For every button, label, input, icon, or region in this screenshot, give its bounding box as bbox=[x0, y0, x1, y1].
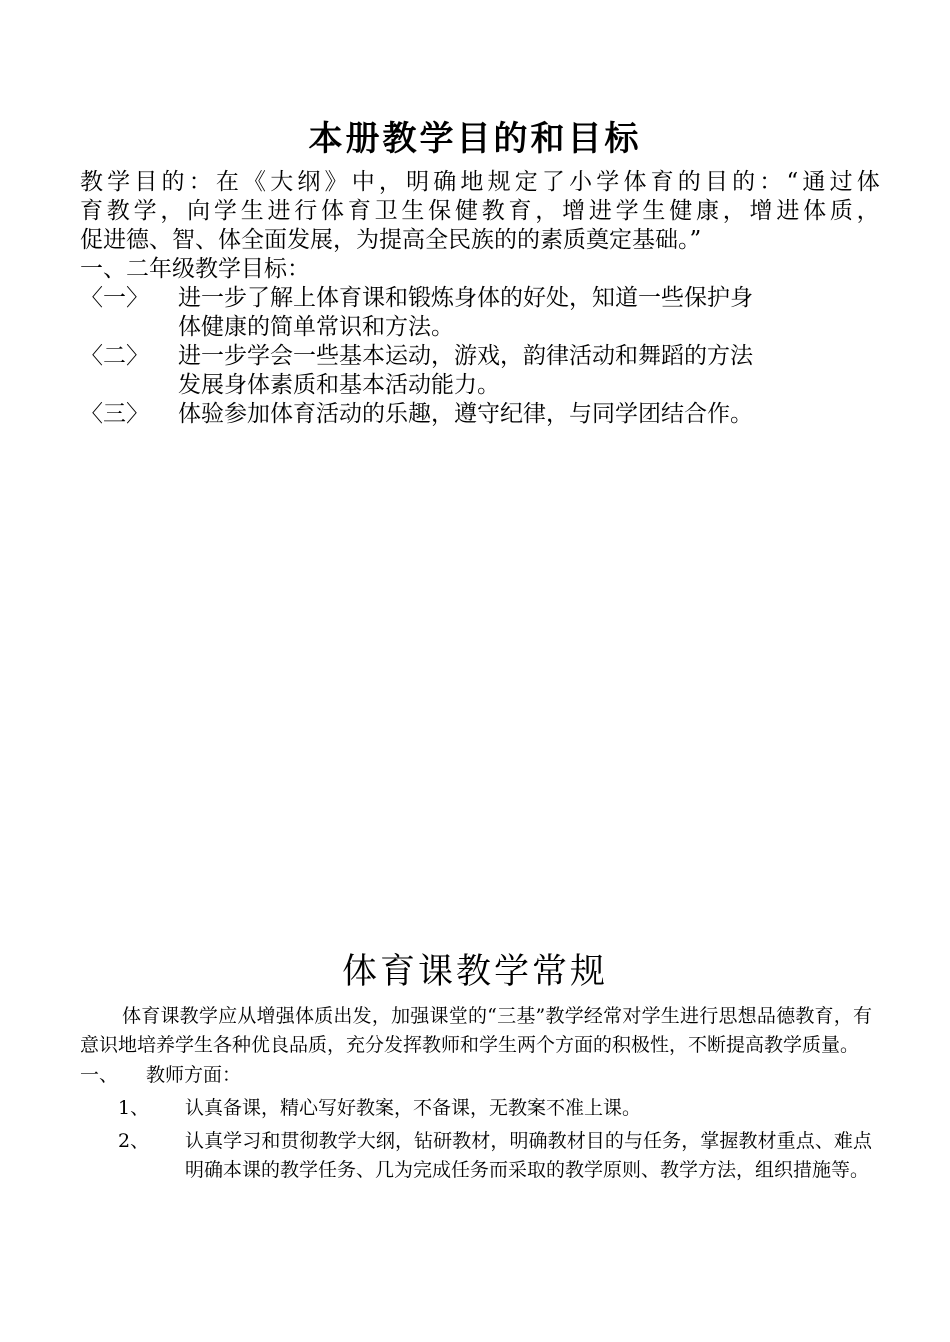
goal-text-line: 进一步了解上体育课和锻炼身体的好处，知道一些保护身 bbox=[178, 285, 753, 311]
goal-number: 〈一〉 bbox=[80, 285, 149, 311]
goal-text-line: 发展身体素质和基本活动能力。 bbox=[178, 372, 500, 398]
section2-body bbox=[80, 1002, 872, 1185]
goal-number: 〈二〉 bbox=[80, 343, 149, 369]
goal-text-line: 体健康的简单常识和方法。 bbox=[178, 314, 454, 340]
teacher-item-text: 认真学习和贯彻教学大纲，钻研教材，明确教材目的与任务，掌握教材重点、难点明确本课的教学任务、几为完成任务而采取的教学原则、教学方法，组织措施等。 bbox=[185, 1130, 872, 1181]
teacher-heading bbox=[80, 1061, 872, 1090]
teacher-item bbox=[80, 1127, 872, 1185]
section2-title: 体育课教学常规 bbox=[341, 952, 608, 992]
goal-text-line: 进一步学会一些基本运动，游戏，韵律活动和舞蹈的方法 bbox=[178, 343, 753, 369]
goal-item bbox=[80, 284, 880, 342]
purpose-line-1: 教 学 目 的 ： 在 《 大 纲 》 中 ， 明 确 地 规 定 了 小 学 体 育 的 目 的 ： “ 通 过 体 bbox=[80, 169, 880, 195]
teacher-item bbox=[80, 1094, 872, 1123]
goal-item bbox=[80, 400, 880, 429]
goals-heading: 一、二年级教学目标： bbox=[80, 256, 310, 282]
goal-number: 〈三〉 bbox=[80, 401, 149, 427]
section1-title: 本册教学目的和目标 bbox=[308, 119, 642, 159]
purpose-line-2: 育 教 学 ， 向 学 生 进 行 体 育 卫 生 保 健 教 育 ， 增 进 学 生 健 康 ， 增 进 体 质 ， bbox=[80, 198, 880, 224]
section1-body bbox=[80, 168, 880, 429]
teacher-heading-label: 教师方面： bbox=[146, 1064, 242, 1086]
goal-text-line: 体验参加体育活动的乐趣，遵守纪律，与同学团结合作。 bbox=[178, 401, 753, 427]
intro-paragraph: 体育课教学应从增强体质出发，加强课堂的“三基”教学经常对学生进行思想品德教育，有意识地培养学生各种优良品质，充分发挥教师和学生两个方面的积极性，不断提高教学质量。 bbox=[80, 1005, 872, 1056]
teacher-item-number: 1、 bbox=[118, 1097, 150, 1119]
teacher-item-text: 认真备课，精心写好教案，不备课，无教案不准上课。 bbox=[185, 1097, 642, 1119]
teacher-item-number: 2、 bbox=[118, 1130, 150, 1152]
goal-item bbox=[80, 342, 880, 400]
purpose-line-3: 促进德、智、体全面发展，为提高全民族的的素质奠定基础。” bbox=[80, 227, 702, 253]
teacher-heading-number: 一、 bbox=[80, 1064, 119, 1086]
